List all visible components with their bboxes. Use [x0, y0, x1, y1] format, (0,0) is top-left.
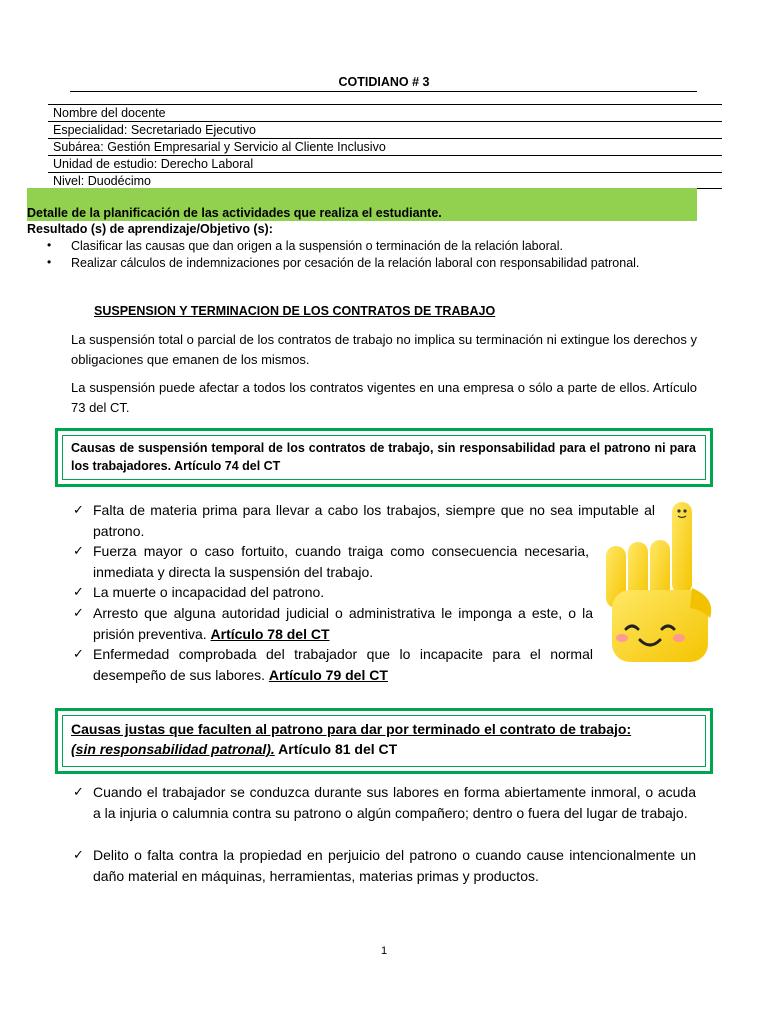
list-item: Arresto que alguna autoridad judicial o administrativa le imponga a este, o la prisión preventiva. Artículo 78 del CT: [93, 605, 593, 642]
info-row-level: Nivel: Duodécimo: [48, 172, 722, 189]
list-item: Fuerza mayor o caso fortuito, cuando traiga como consecuencia necesaria, inmediata y directa la suspensión del trabajo.: [93, 543, 589, 580]
info-row-unit: Unidad de estudio: Derecho Laboral: [48, 155, 722, 172]
check-icon: ✓: [73, 847, 84, 862]
article-reference: Artículo 81 del CT: [274, 741, 398, 757]
title-divider: [70, 91, 697, 92]
document-title: COTIDIANO # 3: [338, 75, 430, 89]
list-item: Enfermedad comprobada del trabajador que lo incapacite para el normal desempeño de sus labores. Artículo 79 del CT: [93, 646, 593, 683]
termination-causes-line1: Causas justas que faculten al patrono para dar por terminado el contrato de trabajo:: [71, 721, 632, 737]
info-row-subarea: Subárea: Gestión Empresarial y Servicio al Cliente Inclusivo: [48, 138, 722, 155]
termination-causes-qualifier: (sin responsabilidad patronal).: [71, 741, 275, 757]
list-item: La muerte o incapacidad del patrono.: [93, 584, 325, 600]
article-reference: Artículo 79 del CT: [268, 666, 388, 683]
outcomes-heading: Resultado (s) de aprendizaje/Objetivo (s):: [27, 222, 273, 236]
termination-causes-title: [71, 719, 697, 759]
info-row-teacher: Nombre del docente: [48, 104, 722, 121]
suspension-causes-title: Causas de suspensión temporal de los contratos de trabajo, sin responsabilidad para el patrono ni para los trabajadores. Artículo 74 del CT: [71, 441, 696, 473]
page-number: 1: [380, 945, 388, 957]
list-item: Delito o falta contra la propiedad en perjuicio del patrono o cuando cause intencionalmente un daño material en máquinas, herramientas, materias primas y productos.: [93, 847, 696, 884]
check-icon: ✓: [73, 543, 84, 558]
list-item: Cuando el trabajador se conduzca durante sus labores en forma abiertamente inmoral, o acuda a la injuria o calumnia contra su patrono o algún compañero; dentro o fuera del lugar de trabajo.: [93, 784, 696, 821]
check-icon: ✓: [73, 784, 84, 799]
check-icon: ✓: [73, 646, 84, 661]
planning-detail-label: Detalle de la planificación de las actividades que realiza el estudiante.: [27, 206, 442, 220]
paragraph: La suspensión puede afectar a todos los contratos vigentes en una empresa o sólo a parte de ellos. Artículo 73 del CT.: [71, 380, 697, 415]
list-item: Falta de materia prima para llevar a cabo los trabajos, siempre que no sea imputable al patrono.: [93, 502, 655, 539]
check-icon: ✓: [73, 502, 84, 517]
yellow-hand-number-one-icon: [592, 498, 718, 668]
check-icon: ✓: [73, 584, 84, 599]
outcome-item: Clasificar las causas que dan origen a la suspensión o terminación de la relación laboral.: [71, 239, 563, 253]
check-icon: ✓: [73, 605, 84, 620]
bullet-icon: •: [47, 238, 52, 252]
info-row-specialty: Especialidad: Secretariado Ejecutivo: [48, 121, 722, 138]
outcome-item: Realizar cálculos de indemnizaciones por cesación de la relación laboral con responsabilidad patronal.: [71, 256, 640, 270]
article-reference: Artículo 78 del CT: [210, 625, 330, 642]
section-heading: SUSPENSION Y TERMINACION DE LOS CONTRATOS DE TRABAJO: [94, 304, 496, 318]
paragraph: La suspensión total o parcial de los contratos de trabajo no implica su terminación ni extingue los derechos y obligaciones que emanen de los mismos.: [71, 332, 697, 367]
bullet-icon: •: [47, 255, 52, 269]
